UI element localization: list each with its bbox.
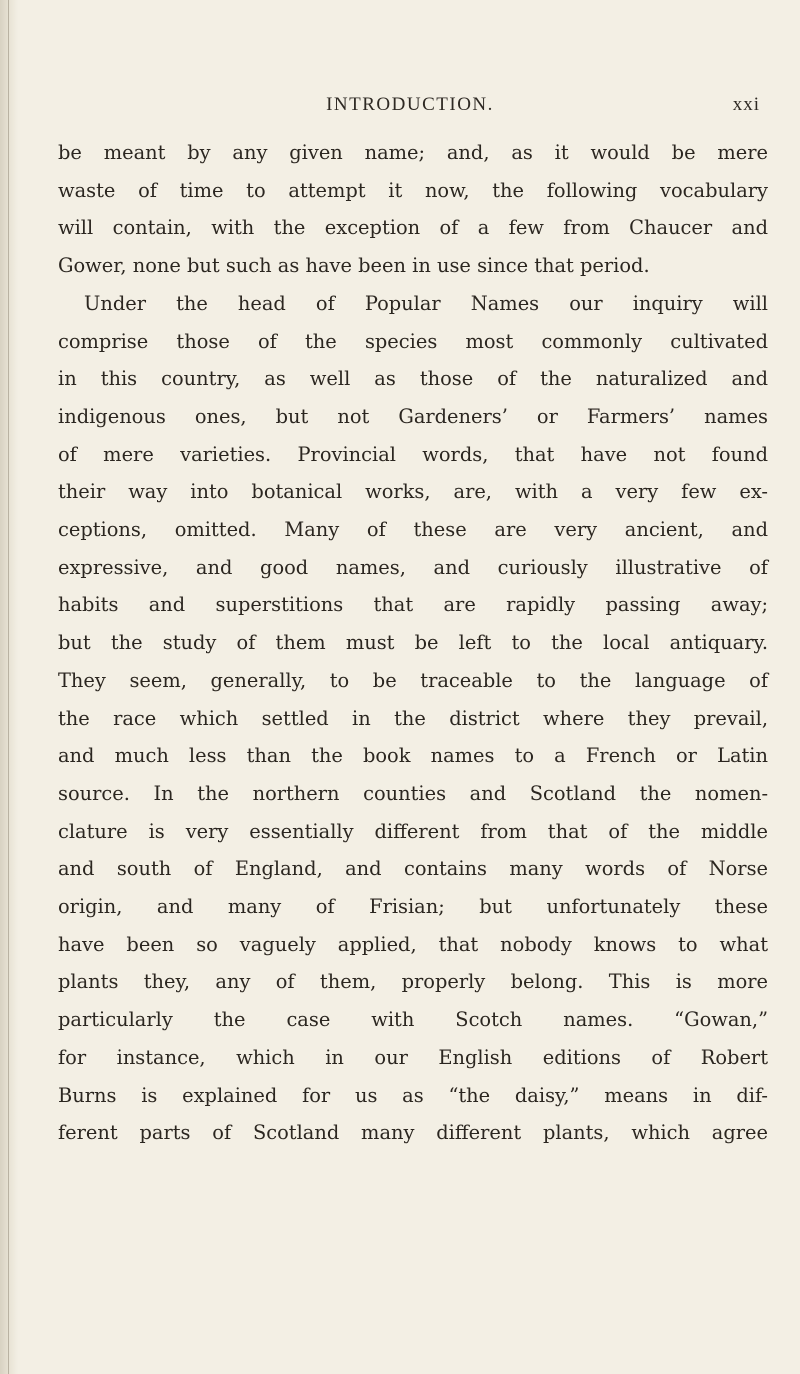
text-line: waste of time to attempt it now, the following vocabulary: [58, 178, 768, 202]
body-text: [58, 134, 768, 1152]
text-line: and much less than the book names to a French or Latin: [58, 744, 768, 768]
page-spine-shadow: [0, 0, 18, 1374]
paragraph-start-line: Under the head of Popular Names our inquiry will: [84, 291, 768, 315]
text-line: comprise those of the species most commonly cultivated: [58, 329, 768, 353]
text-line: expressive, and good names, and curiously illustrative of: [58, 555, 768, 579]
running-header: [60, 94, 760, 124]
text-line: They seem, generally, to be traceable to the language of: [58, 668, 768, 692]
text-line: plants they, any of them, properly belong. This is more: [58, 970, 768, 994]
text-line: source. In the northern counties and Scotland the nomen-: [58, 781, 768, 805]
text-line: be meant by any given name; and, as it would be mere: [58, 141, 768, 164]
text-line: ferent parts of Scotland many different plants, which agree: [58, 1121, 768, 1145]
running-title: INTRODUCTION.: [326, 94, 494, 115]
text-line: origin, and many of Frisian; but unfortunately these: [58, 895, 768, 919]
text-line: their way into botanical works, are, with a very few ex-: [58, 480, 768, 504]
text-line: for instance, which in our English editions of Robert: [58, 1045, 768, 1069]
text-line: but the study of them must be left to the local antiquary.: [58, 631, 768, 655]
text-line: have been so vaguely applied, that nobody knows to what: [58, 932, 768, 956]
page-number: xxi: [732, 94, 760, 115]
text-line: of mere varieties. Provincial words, that have not found: [58, 442, 768, 466]
text-line: Gower, none but such as have been in use since that period.: [58, 254, 650, 278]
text-line: clature is very essentially different from that of the middle: [58, 819, 768, 843]
text-line: in this country, as well as those of the naturalized and: [58, 367, 768, 391]
text-line: habits and superstitions that are rapidly passing away;: [58, 593, 768, 617]
text-line: ceptions, omitted. Many of these are very ancient, and: [58, 518, 768, 542]
text-line: the race which settled in the district where they prevail,: [58, 706, 768, 730]
text-line: Burns is explained for us as “the daisy,” means in dif-: [58, 1083, 768, 1107]
text-line: particularly the case with Scotch names. “Gowan,”: [58, 1008, 768, 1032]
page-edge-line: [8, 0, 9, 1374]
text-line: indigenous ones, but not Gardeners’ or Farmers’ names: [58, 404, 768, 428]
text-line: and south of England, and contains many words of Norse: [58, 857, 768, 881]
text-line: will contain, with the exception of a few from Chaucer and: [58, 216, 768, 240]
